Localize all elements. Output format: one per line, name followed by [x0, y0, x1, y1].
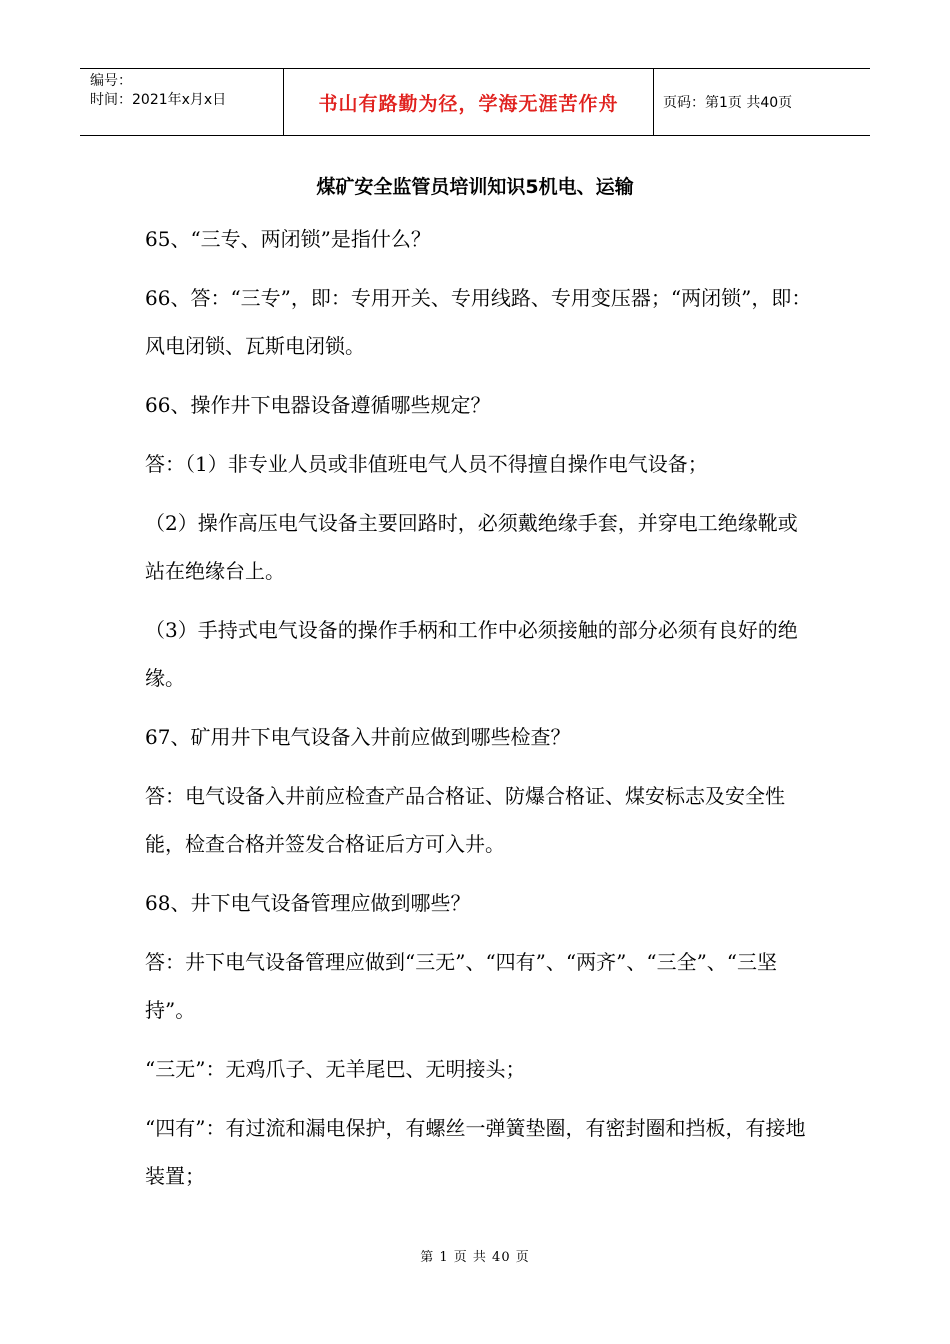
page-footer: 第 1 页 共 40 页: [420, 1250, 530, 1265]
header-meta: [80, 69, 283, 135]
paragraph: （2）操作高压电气设备主要回路时，必须戴绝缘手套，并穿电工绝缘靴或站在绝缘台上。: [145, 511, 798, 583]
paragraph: 答：（1）非专业人员或非值班电气人员不得擅自操作电气设备；: [145, 452, 708, 476]
document-title: 煤矿安全监管员培训知识5机电、运输: [316, 176, 634, 198]
paragraph: 答：电气设备入井前应检查产品合格证、防爆合格证、煤安标志及安全性能，检查合格并签发合格证后方可入井。: [145, 784, 785, 856]
header-page-info: 页码：第1页 共40页: [663, 95, 793, 111]
paragraph: “三无”：无鸡爪子、无羊尾巴、无明接头；: [145, 1057, 526, 1081]
header-table: [80, 68, 870, 136]
paragraph: （3）手持式电气设备的操作手柄和工作中必须接触的部分必须有良好的绝缘。: [145, 618, 798, 690]
paragraph: 66、答：“三专”，即：专用开关、专用线路、专用变压器；“两闭锁”，即：风电闭锁、瓦斯电闭锁。: [145, 286, 812, 358]
paragraph: “四有”：有过流和漏电保护，有螺丝一弹簧垫圈，有密封圈和挡板，有接地装置；: [145, 1116, 806, 1188]
paragraph: 65、“三专、两闭锁”是指什么？: [145, 227, 431, 251]
document-number-label: 编号：: [90, 73, 132, 89]
paragraph: 答：井下电气设备管理应做到“三无”、“四有”、“两齐”、“三全”、“三坚持”。: [145, 950, 778, 1022]
document-body: [145, 215, 815, 1211]
paragraph: 67、矿用井下电气设备入井前应做到哪些检查？: [145, 725, 571, 749]
paragraph: 68、井下电气设备管理应做到哪些？: [145, 891, 471, 915]
header-motto: 书山有路勤为径，学海无涯苦作舟: [283, 69, 654, 135]
paragraph: 66、操作井下电器设备遵循哪些规定？: [145, 393, 491, 417]
document-date: 时间：2021年x月x日: [90, 92, 227, 108]
